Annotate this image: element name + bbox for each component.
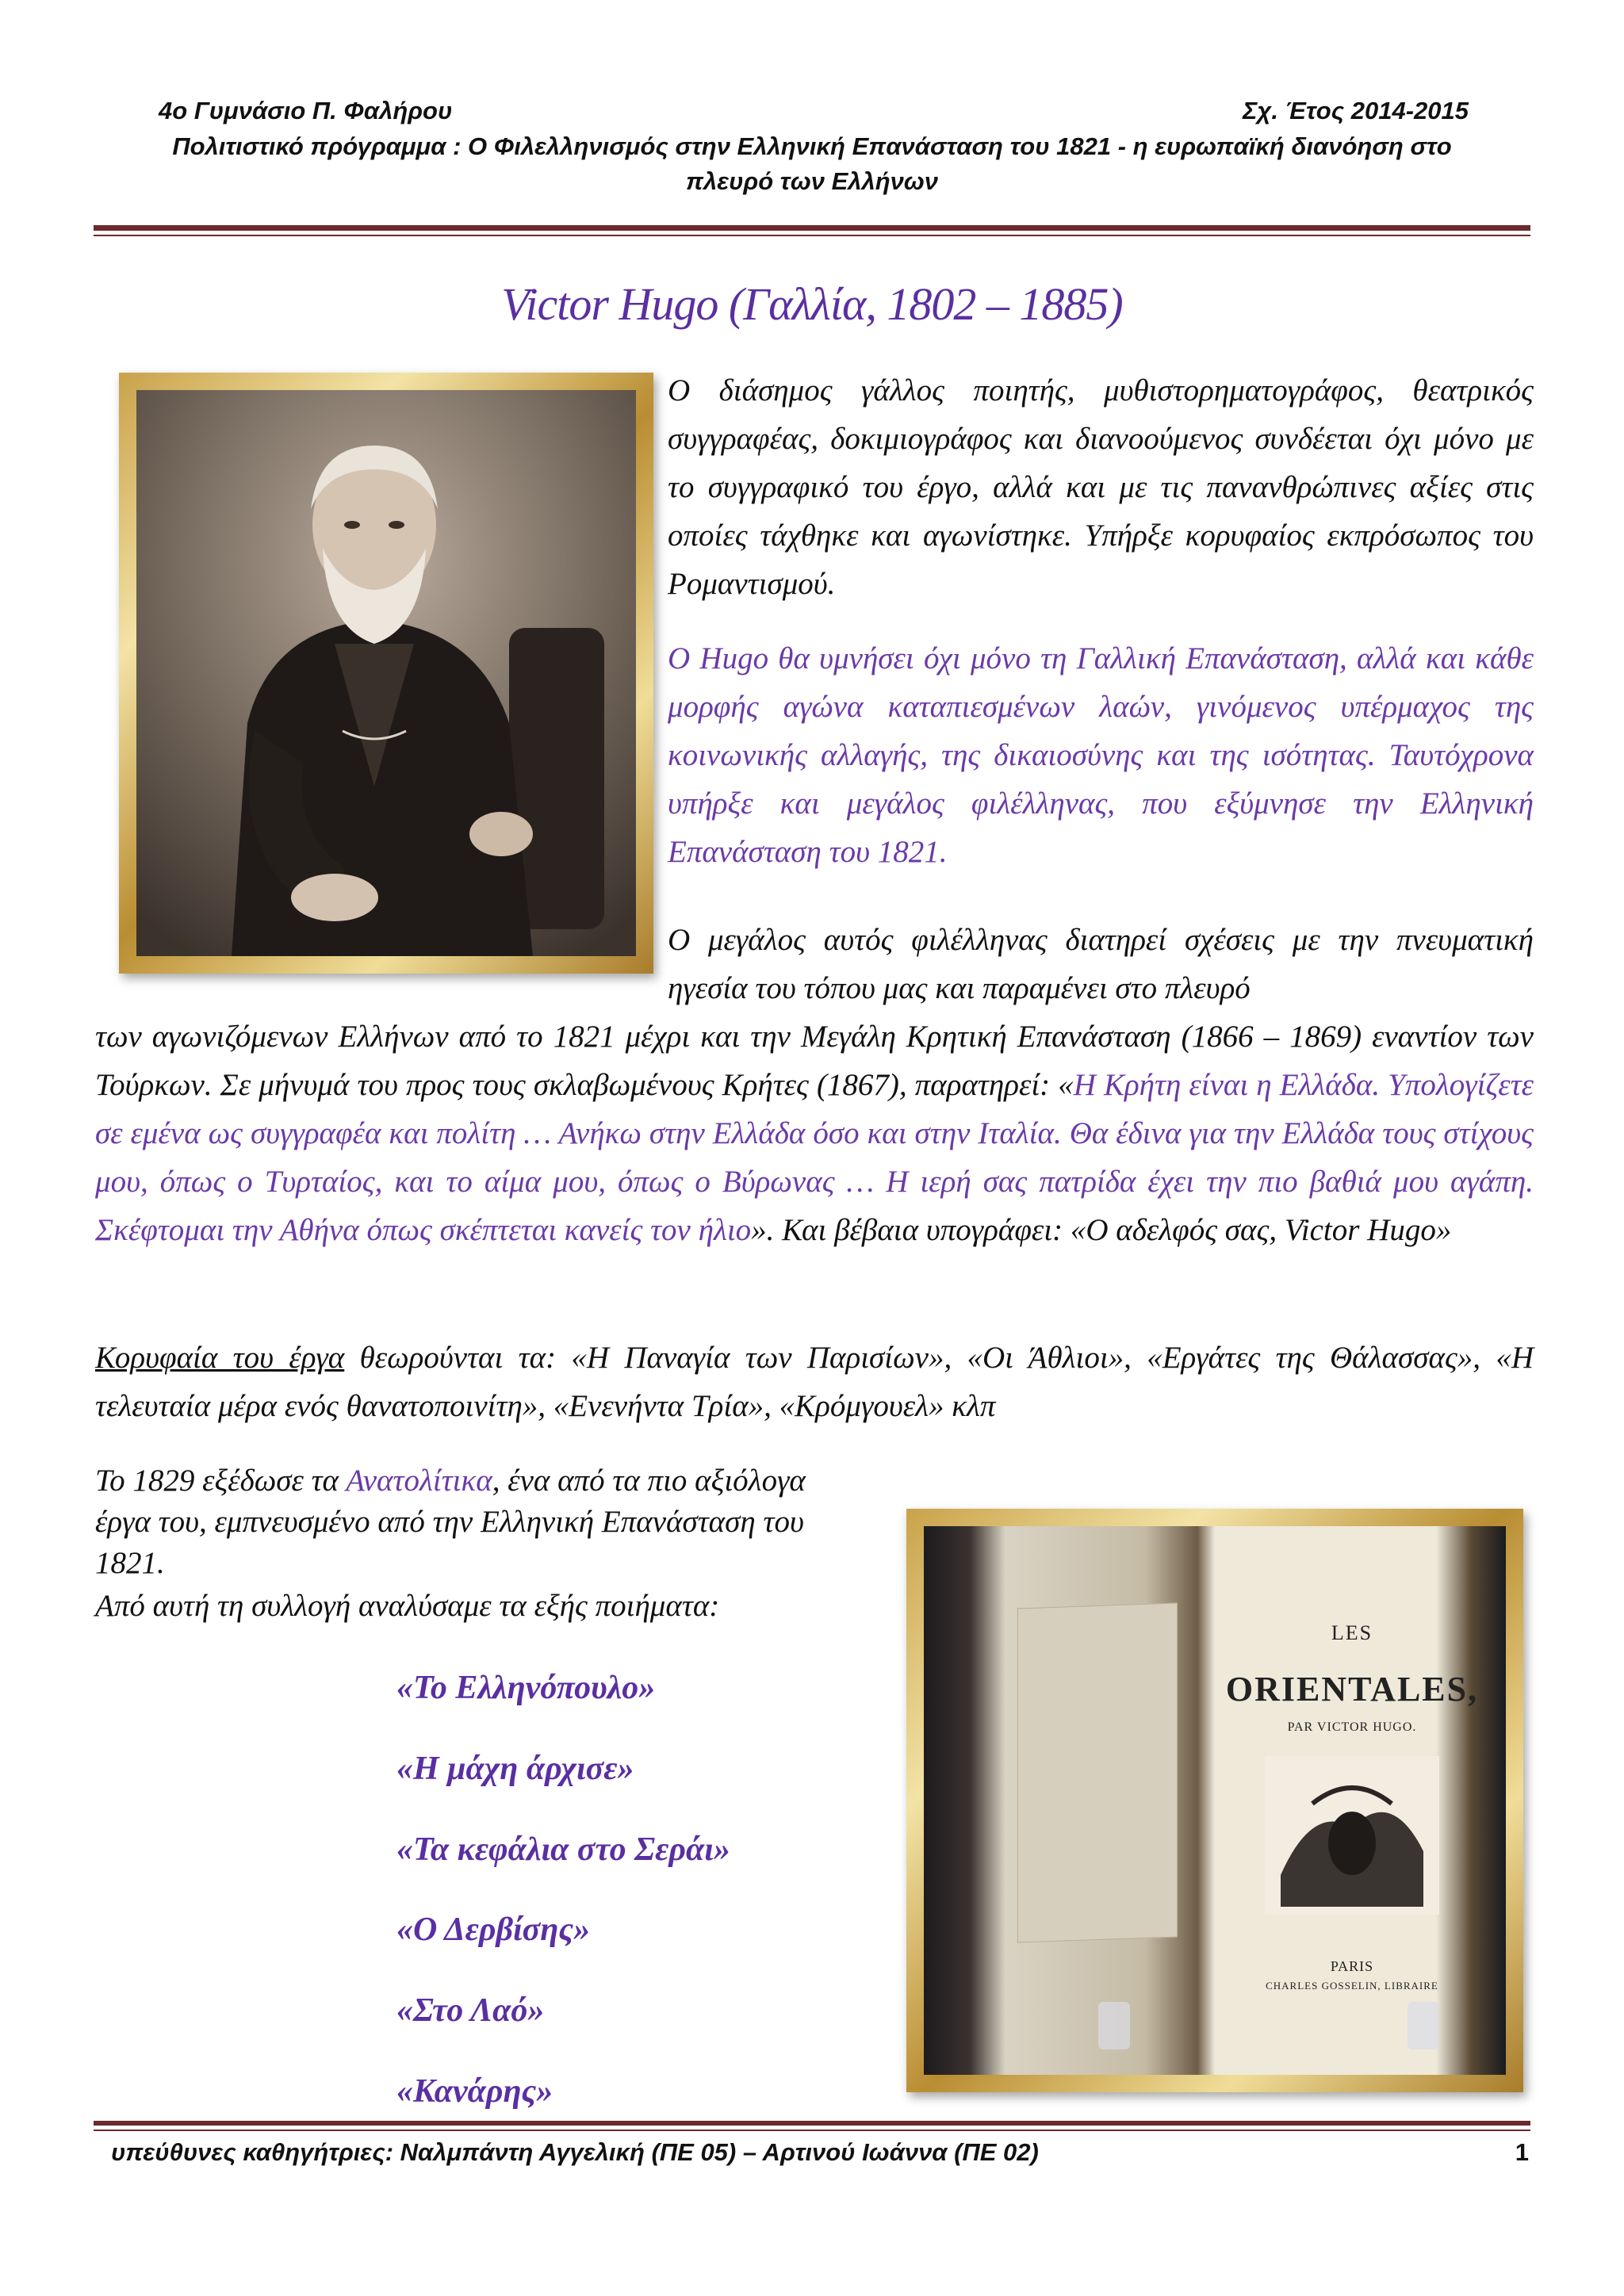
book-stand-left bbox=[1098, 2002, 1130, 2049]
paragraph-orientales bbox=[95, 1460, 856, 1584]
paragraph-philhellene bbox=[95, 1012, 1534, 1254]
book-stand-right bbox=[1408, 2002, 1439, 2049]
crete-quote: Η Κρήτη είναι η Ελλάδα. Υπολογίζετε σε εμένα ως συγγραφέα και πολίτη … Ανήκω στην Ελλάδα όσο και στην Ιταλία. Θα έδινα για την Ελλάδα τους στίχους μου, όπως ο Τυρταίος, και το αίμα μου, όπως ο Βύρωνας … Η ιερή σας πατρίδα έχει την πιο βαθιά μου αγάπη. Σκέφτομαι την Αθήνα όπως σκέπτεται κανείς τον ήλιο bbox=[95, 1068, 1534, 1247]
poems-intro: Από αυτή τη συλλογή αναλύσαμε τα εξής ποιήματα: bbox=[95, 1589, 720, 1623]
book-engraving-illustration bbox=[1265, 1756, 1439, 1915]
paragraph-major-works bbox=[95, 1334, 1534, 1430]
book-title-orientales: ORIENTALES, bbox=[1225, 1670, 1479, 1709]
footer-rule-thin bbox=[94, 2130, 1530, 2131]
book-city: PARIS bbox=[1330, 1958, 1374, 1974]
major-works-label: Κορυφαία του έργα bbox=[95, 1341, 345, 1375]
philhellene-text: των αγωνιζόμενων Ελλήνων από το 1821 μέχρι και την Μεγάλη Κρητική Επανάσταση (1866 – 1869) εναντίον των Τούρκων. Σε μήνυμά του προς τους σκλαβωμένους Κρήτες (1867), παρατηρεί: « bbox=[95, 1020, 1534, 1102]
poem-title: «Ο Δερβίσης» bbox=[396, 1911, 591, 1948]
paragraph-revolution: Ο Hugo θα υμνήσει όχι μόνο τη Γαλλική Επανάσταση, αλλά και κάθε μορφής αγώνα καταπιεσμένων λαών, γινόμενος υπέρμαχος της κοινωνικής αλλαγής, της δικαιοσύνης και της ισότητας. Ταυτόχρονα υπήρξε και μεγάλος φιλέλληνας, που εξύμνησε την Ελληνική Επανάσταση του 1821. bbox=[668, 641, 1534, 869]
poem-title: «Τα κεφάλια στο Σεράι» bbox=[396, 1831, 730, 1868]
orientales-book-photo bbox=[924, 1526, 1506, 2075]
footer-rule-thick bbox=[94, 2121, 1530, 2126]
orientales-title: Ανατολίτικα bbox=[346, 1464, 492, 1498]
header-rule-thick bbox=[94, 225, 1530, 231]
school-year: Σχ. Έτος 2014-2015 bbox=[1243, 97, 1469, 124]
program-title bbox=[0, 129, 1624, 199]
poem-title: «Το Ελληνόπουλο» bbox=[396, 1670, 656, 1706]
paragraph-philhellene-start: Ο μεγάλος αυτός φιλέλληνας διατηρεί σχέσεις με την πνευματική ηγεσία του τόπου μας και παραμένει στο πλευρό bbox=[668, 923, 1534, 1005]
book-title-les: LES bbox=[1331, 1621, 1373, 1644]
orientales-book-frame bbox=[906, 1509, 1523, 2092]
page-number: 1 bbox=[1515, 2138, 1529, 2166]
page-title: Victor Hugo (Γαλλία, 1802 – 1885) bbox=[501, 278, 1123, 330]
poem-title: «Στο Λαό» bbox=[396, 1992, 545, 2029]
orientales-post: , ένα από τα πιο αξιόλογα έργα του, εμπνευσμένο από την Ελληνική Επανάσταση του 1821. bbox=[95, 1464, 806, 1580]
footer-teachers: υπεύθυνες καθηγήτριες: Ναλμπάντη Αγγελική (ΠΕ 05) – Αρτινού Ιωάννα (ΠΕ 02) bbox=[111, 2138, 1039, 2166]
paragraph-intro: Ο διάσημος γάλλος ποιητής, μυθιστορηματογράφος, θεατρικός συγγραφέας, δοκιμιογράφος και διανοούμενος συνδέεται όχι μόνο με το συγγραφικό του έργο, αλλά και με τις πανανθρώπινες αξίες στις οποίες τάχθηκε και αγωνίστηκε. Υπήρξε κορυφαίος εκπρόσωπος του Ρομαντισμού. bbox=[668, 373, 1534, 601]
book-author: PAR VICTOR HUGO. bbox=[1287, 1720, 1417, 1734]
portrait-illustration bbox=[136, 390, 636, 956]
school-name: 4ο Γυμνάσιο Π. Φαλήρου bbox=[159, 97, 453, 124]
book-left-page-insert bbox=[1017, 1602, 1178, 1942]
portrait-frame bbox=[119, 373, 653, 974]
poem-title: «Κανάρης» bbox=[396, 2073, 553, 2110]
header-rule-thin bbox=[94, 235, 1530, 236]
victor-hugo-portrait bbox=[136, 390, 636, 956]
program-title-line1: Πολιτιστικό πρόγραμμα : Ο Φιλελληνισμός στην Ελληνική Επανάσταση του 1821 - η ευρωπαϊκή διανόηση στο bbox=[172, 132, 1452, 160]
orientales-pre: Το 1829 εξέδωσε τα bbox=[95, 1464, 347, 1498]
poem-title: «Η μάχη άρχισε» bbox=[396, 1751, 634, 1787]
philhellene-signature: ». Και βέβαια υπογράφει: «Ο αδελφός σας, Victor Hugo» bbox=[751, 1213, 1452, 1247]
program-title-line2: πλευρό των Ελλήνων bbox=[685, 167, 939, 195]
book-publisher: CHARLES GOSSELIN, LIBRAIRE bbox=[1266, 1980, 1438, 1992]
major-works-list: θεωρούνται τα: «Η Παναγία των Παρισίων», «Οι Άθλιοι», «Εργάτες της Θάλασσας», «Η τελευταία μέρα ενός θανατοποινίτη», «Ενενήντα Τρία», «Κρόμγουελ» κλπ bbox=[95, 1341, 1534, 1423]
